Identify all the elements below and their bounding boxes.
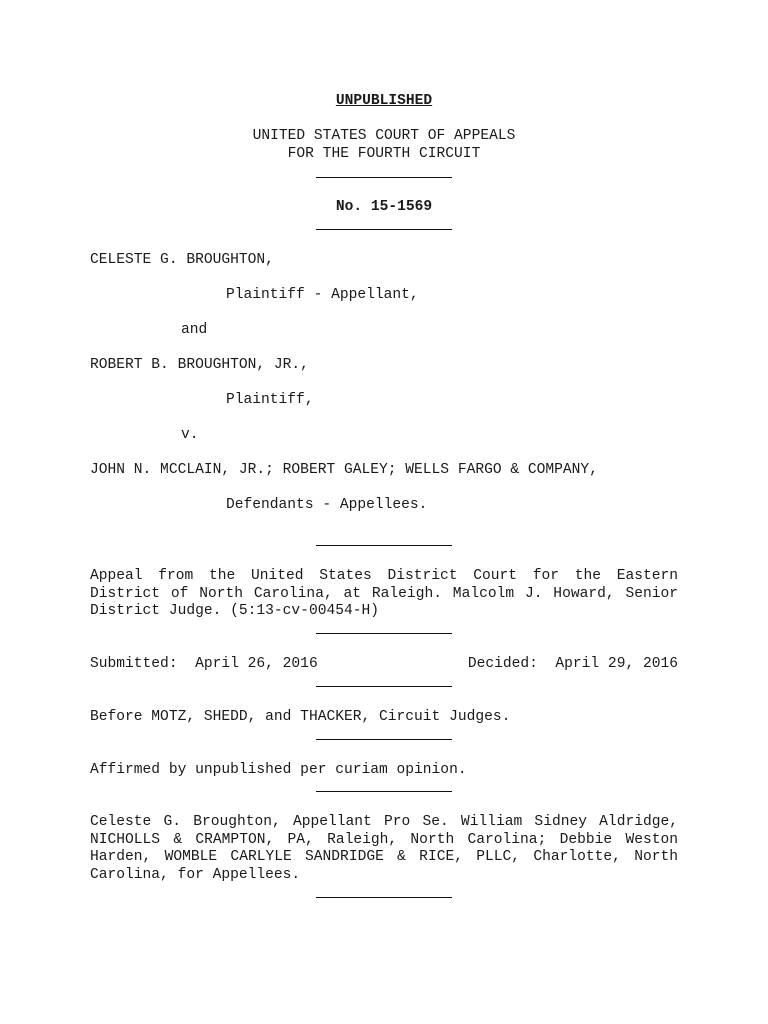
panel-judges: Before MOTZ, SHEDD, and THACKER, Circuit Judges. (90, 709, 511, 725)
caption-versus: v. (181, 427, 199, 443)
party-defendants: JOHN N. MCCLAIN, JR.; ROBERT GALEY; WELLS FARGO & COMPANY, (90, 462, 598, 478)
counsel-paragraph: Celeste G. Broughton, Appellant Pro Se. William Sidney Aldridge, NICHOLLS & CRAMPTON, PA, Raleigh, North Carolina; Debbie Weston Harden, WOMBLE CARLYLE SANDRIDGE & RICE, PLLC, Charlotte, North Carolina, for Appellees. (90, 814, 678, 883)
party-plaintiff: ROBERT B. BROUGHTON, JR., (90, 357, 309, 373)
separator-rule (316, 177, 452, 178)
separator-rule (316, 545, 452, 546)
party-role-plaintiff-appellant: Plaintiff - Appellant, (226, 287, 419, 303)
party-role-plaintiff: Plaintiff, (226, 392, 314, 408)
party-role-defendants: Defendants - Appellees. (226, 497, 428, 513)
case-number: No. 15-1569 (335, 199, 433, 215)
unpublished-label: UNPUBLISHED (335, 93, 433, 109)
separator-rule (316, 739, 452, 740)
submitted-date: Submitted: April 26, 2016 (90, 656, 318, 672)
party-plaintiff-appellant: CELESTE G. BROUGHTON, (90, 252, 274, 268)
separator-rule (316, 633, 452, 634)
disposition: Affirmed by unpublished per curiam opinion. (90, 762, 467, 778)
court-name-line2: FOR THE FOURTH CIRCUIT (287, 146, 481, 162)
separator-rule (316, 791, 452, 792)
separator-rule (316, 686, 452, 687)
separator-rule (316, 897, 452, 898)
caption-conjunction: and (181, 322, 208, 338)
court-name-line1: UNITED STATES COURT OF APPEALS (252, 128, 516, 144)
separator-rule (316, 229, 452, 230)
decided-date: Decided: April 29, 2016 (467, 656, 678, 672)
appeal-paragraph: Appeal from the United States District Court for the Eastern District of North Carolina, at Raleigh. Malcolm J. Howard, Senior District Judge. (5:13-cv-00454-H) (90, 568, 678, 619)
dates-row (90, 656, 678, 674)
